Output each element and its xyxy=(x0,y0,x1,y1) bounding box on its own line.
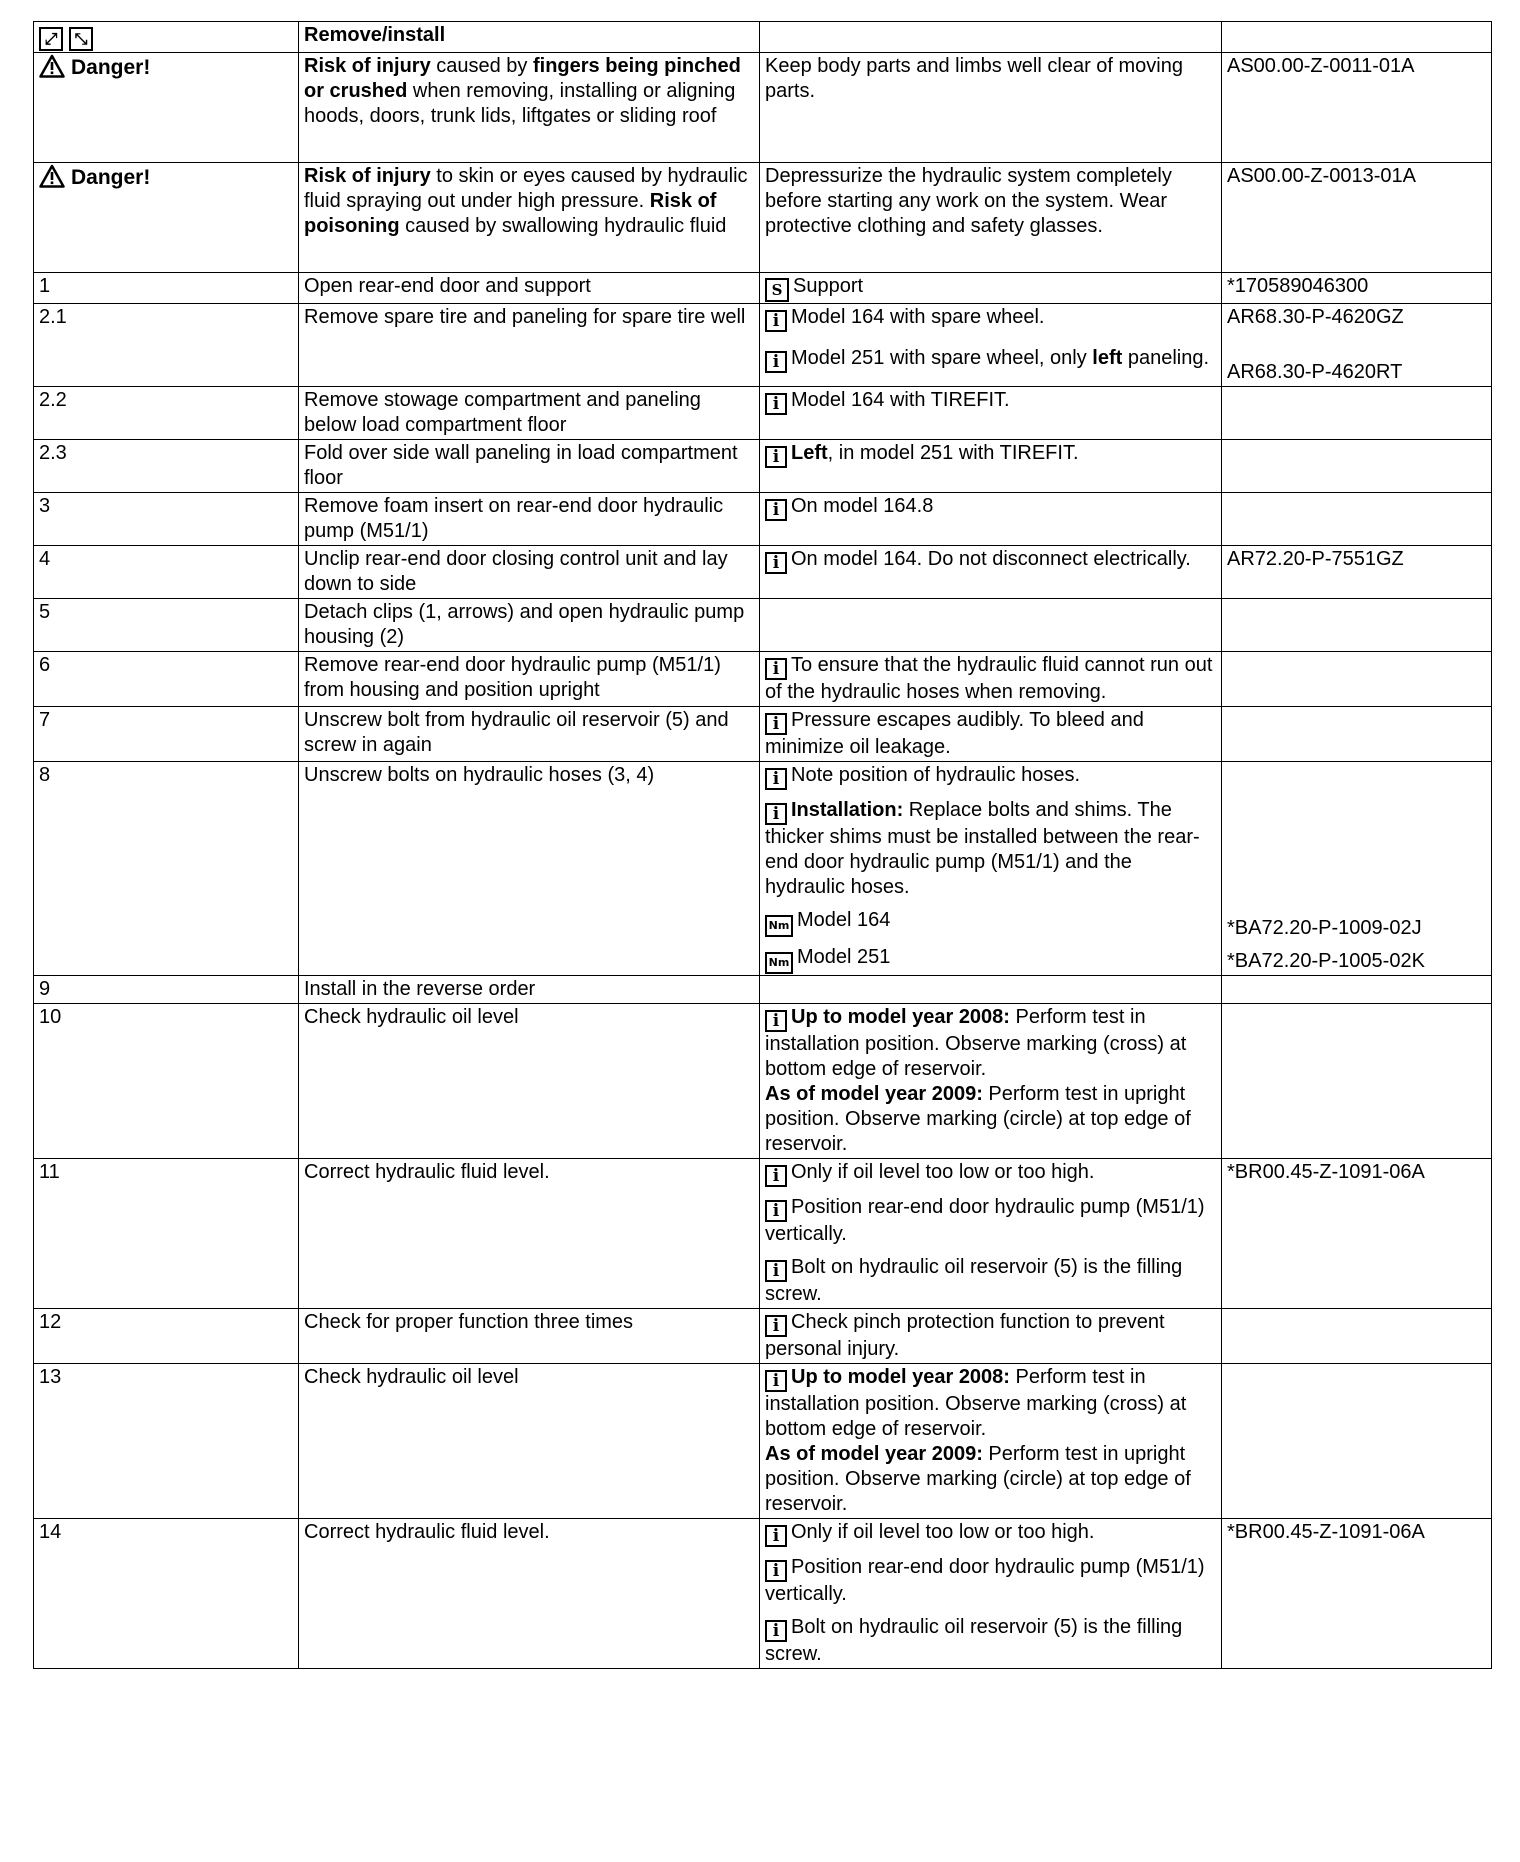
header-empty-cell xyxy=(1222,22,1492,53)
info-icon[interactable]: i xyxy=(765,499,787,521)
danger-measure: Depressurize the hydraulic system completely before starting any work on the system. Wear protective clothing and safety glasses. xyxy=(760,163,1222,273)
note-text: Perform test in upright position. Observe marking (circle) at top edge of reservoir. xyxy=(765,1443,1191,1515)
note-emphasis: Up to model year 2008: xyxy=(791,1006,1010,1028)
note-emphasis: As of model year 2009: xyxy=(765,1083,983,1105)
info-icon[interactable]: i xyxy=(765,713,787,735)
step-number: 2.1 xyxy=(34,304,299,387)
step-row xyxy=(34,1159,1492,1309)
special-tool-icon[interactable]: S xyxy=(765,278,789,302)
note-text: Replace bolts and shims. The thicker shims must be installed between the rear-end door hydraulic pump (M51/1) and the hydraulic hoses. xyxy=(765,799,1200,898)
note-text: Pressure escapes audibly. To bleed and minimize oil leakage. xyxy=(765,709,1144,758)
step-action: Open rear-end door and support xyxy=(299,273,760,304)
warning-triangle-icon xyxy=(39,54,65,78)
info-icon[interactable]: i xyxy=(765,1010,787,1032)
step-reference xyxy=(1222,599,1492,652)
step-action: Check hydraulic oil level xyxy=(299,1364,760,1519)
danger-emphasis: fingers being pinched or crushed xyxy=(304,55,741,102)
info-icon[interactable]: i xyxy=(765,1370,787,1392)
danger-label: Danger! xyxy=(71,166,151,189)
step-action: Install in the reverse order xyxy=(299,976,760,1004)
info-icon[interactable]: i xyxy=(765,1315,787,1337)
step-note xyxy=(760,304,1222,387)
note-emphasis: Left xyxy=(791,442,828,464)
table-header-row xyxy=(34,22,1492,53)
step-action: Unclip rear-end door closing control unit and lay down to side xyxy=(299,546,760,599)
step-reference[interactable]: *BA72.20-P-1005-02K xyxy=(1227,950,1425,972)
note-text: Note position of hydraulic hoses. xyxy=(791,764,1081,786)
note-emphasis: Installation: xyxy=(791,799,904,821)
note-text: Support xyxy=(793,275,864,297)
step-row xyxy=(34,1519,1492,1669)
step-row xyxy=(34,440,1492,493)
info-icon[interactable]: i xyxy=(765,552,787,574)
info-icon[interactable]: i xyxy=(765,768,787,790)
step-reference[interactable]: AR68.30-P-4620RT xyxy=(1227,361,1403,383)
danger-row xyxy=(34,53,1492,163)
expand-icon[interactable]: ⤢ xyxy=(39,27,63,51)
danger-cell xyxy=(34,163,299,273)
danger-description xyxy=(299,53,760,163)
step-note xyxy=(760,493,1222,546)
step-row xyxy=(34,304,1492,387)
step-number: 13 xyxy=(34,1364,299,1519)
step-row xyxy=(34,546,1492,599)
info-icon[interactable]: i xyxy=(765,1260,787,1282)
step-reference-cell xyxy=(1222,762,1492,976)
info-icon[interactable]: i xyxy=(765,1200,787,1222)
note-text: Position rear-end door hydraulic pump (M51/1) vertically. xyxy=(765,1196,1205,1245)
step-action: Correct hydraulic fluid level. xyxy=(299,1159,760,1309)
step-reference[interactable]: *BA72.20-P-1009-02J xyxy=(1227,917,1422,939)
header-empty-cell xyxy=(760,22,1222,53)
step-reference xyxy=(1222,440,1492,493)
step-action: Detach clips (1, arrows) and open hydraulic pump housing (2) xyxy=(299,599,760,652)
info-icon[interactable]: i xyxy=(765,393,787,415)
warning-triangle-icon xyxy=(39,164,65,188)
step-number: 7 xyxy=(34,707,299,762)
step-note xyxy=(760,652,1222,707)
step-reference xyxy=(1222,976,1492,1004)
step-number: 10 xyxy=(34,1004,299,1159)
step-action: Remove spare tire and paneling for spare tire well xyxy=(299,304,760,387)
step-row xyxy=(34,273,1492,304)
step-row xyxy=(34,493,1492,546)
step-number: 5 xyxy=(34,599,299,652)
note-text: Check pinch protection function to prevent personal injury. xyxy=(765,1311,1165,1360)
note-text: Perform test in installation position. Observe marking (cross) at bottom edge of reservoir. xyxy=(765,1366,1187,1440)
note-emphasis: Up to model year 2008: xyxy=(791,1366,1010,1388)
step-note xyxy=(760,976,1222,1004)
step-reference-cell xyxy=(1222,304,1492,387)
step-reference xyxy=(1222,493,1492,546)
step-note xyxy=(760,546,1222,599)
step-action: Check for proper function three times xyxy=(299,1309,760,1364)
note-text: Model 251 with spare wheel, only xyxy=(791,347,1093,369)
note-text: Model 164 with spare wheel. xyxy=(791,306,1045,328)
danger-label: Danger! xyxy=(71,56,151,79)
step-row xyxy=(34,1004,1492,1159)
step-note xyxy=(760,440,1222,493)
step-note xyxy=(760,1309,1222,1364)
note-emphasis: As of model year 2009: xyxy=(765,1443,983,1465)
note-text: Bolt on hydraulic oil reservoir (5) is the filling screw. xyxy=(765,1256,1183,1305)
step-reference xyxy=(1222,387,1492,440)
step-number: 4 xyxy=(34,546,299,599)
header-icons-cell xyxy=(34,22,299,53)
step-action: Remove rear-end door hydraulic pump (M51/1) from housing and position upright xyxy=(299,652,760,707)
danger-reference[interactable]: AS00.00-Z-0013-01A xyxy=(1222,163,1492,273)
step-reference[interactable]: AR68.30-P-4620GZ xyxy=(1227,306,1404,328)
step-reference xyxy=(1222,1004,1492,1159)
step-number: 14 xyxy=(34,1519,299,1669)
step-reference[interactable]: *BR00.45-Z-1091-06A xyxy=(1222,1519,1492,1669)
step-row xyxy=(34,1309,1492,1364)
step-note xyxy=(760,707,1222,762)
procedure-table xyxy=(33,21,1492,1669)
step-number: 8 xyxy=(34,762,299,976)
step-row xyxy=(34,707,1492,762)
step-number: 2.2 xyxy=(34,387,299,440)
step-number: 12 xyxy=(34,1309,299,1364)
step-action: Remove foam insert on rear-end door hydraulic pump (M51/1) xyxy=(299,493,760,546)
info-icon[interactable]: i xyxy=(765,446,787,468)
step-number: 3 xyxy=(34,493,299,546)
step-action: Correct hydraulic fluid level. xyxy=(299,1519,760,1669)
note-emphasis: left xyxy=(1092,347,1123,369)
danger-reference[interactable]: AS00.00-Z-0011-01A xyxy=(1222,53,1492,163)
note-text: paneling. xyxy=(1122,347,1210,369)
step-action: Unscrew bolt from hydraulic oil reservoir (5) and screw in again xyxy=(299,707,760,762)
step-action: Remove stowage compartment and paneling below load compartment floor xyxy=(299,387,760,440)
step-action: Fold over side wall paneling in load compartment floor xyxy=(299,440,760,493)
step-note xyxy=(760,1519,1222,1669)
danger-description xyxy=(299,163,760,273)
step-note xyxy=(760,387,1222,440)
note-text: On model 164. Do not disconnect electrically. xyxy=(791,548,1191,570)
step-row xyxy=(34,599,1492,652)
info-icon[interactable]: i xyxy=(765,1165,787,1187)
note-text: To ensure that the hydraulic fluid cannot run out of the hydraulic hoses when removing. xyxy=(765,654,1213,703)
step-note xyxy=(760,762,1222,976)
step-note xyxy=(760,599,1222,652)
step-reference[interactable]: AR72.20-P-7551GZ xyxy=(1222,546,1492,599)
header-title: Remove/install xyxy=(299,22,760,53)
info-icon[interactable]: i xyxy=(765,1560,787,1582)
collapse-icon[interactable]: ⤡ xyxy=(69,27,93,51)
step-number: 6 xyxy=(34,652,299,707)
note-text: Only if oil level too low or too high. xyxy=(791,1161,1095,1183)
note-text: Model 251 xyxy=(797,946,891,968)
step-note xyxy=(760,1159,1222,1309)
danger-text: caused by swallowing hydraulic fluid xyxy=(399,215,727,237)
step-note xyxy=(760,1364,1222,1519)
step-row xyxy=(34,762,1492,976)
step-row xyxy=(34,652,1492,707)
step-note xyxy=(760,273,1222,304)
step-reference xyxy=(1222,707,1492,762)
step-note xyxy=(760,1004,1222,1159)
note-text: Model 164 with TIREFIT. xyxy=(791,389,1010,411)
note-text: Model 164 xyxy=(797,909,891,931)
info-icon[interactable]: i xyxy=(765,803,787,825)
note-text: Perform test in upright position. Observe marking (circle) at top edge of reservoir. xyxy=(765,1083,1191,1155)
danger-row xyxy=(34,163,1492,273)
step-row xyxy=(34,976,1492,1004)
danger-text: to skin or eyes caused by hydraulic fluid spraying out under high pressure. xyxy=(304,165,748,212)
danger-text: when removing, installing or aligning hoods, doors, trunk lids, liftgates or sliding roof xyxy=(304,80,736,127)
torque-nm-icon[interactable]: Nm xyxy=(765,915,793,937)
step-action: Check hydraulic oil level xyxy=(299,1004,760,1159)
step-number: 9 xyxy=(34,976,299,1004)
info-icon[interactable]: i xyxy=(765,1620,787,1642)
step-reference xyxy=(1222,652,1492,707)
note-text: Perform test in installation position. Observe marking (cross) at bottom edge of reservoir. xyxy=(765,1006,1187,1080)
step-reference xyxy=(1222,1364,1492,1519)
info-icon[interactable]: i xyxy=(765,658,787,680)
note-text: Only if oil level too low or too high. xyxy=(791,1521,1095,1543)
note-text: Bolt on hydraulic oil reservoir (5) is the filling screw. xyxy=(765,1616,1183,1665)
step-number: 11 xyxy=(34,1159,299,1309)
danger-emphasis: Risk of poisoning xyxy=(304,190,717,237)
danger-measure: Keep body parts and limbs well clear of moving parts. xyxy=(760,53,1222,163)
danger-cell xyxy=(34,53,299,163)
step-action: Unscrew bolts on hydraulic hoses (3, 4) xyxy=(299,762,760,976)
note-text: Position rear-end door hydraulic pump (M51/1) vertically. xyxy=(765,1556,1205,1605)
step-row xyxy=(34,1364,1492,1519)
step-number: 2.3 xyxy=(34,440,299,493)
danger-text: caused by xyxy=(430,55,533,77)
step-reference[interactable]: *170589046300 xyxy=(1222,273,1492,304)
torque-nm-icon[interactable]: Nm xyxy=(765,952,793,974)
step-row xyxy=(34,387,1492,440)
info-icon[interactable]: i xyxy=(765,351,787,373)
danger-emphasis: Risk of injury xyxy=(304,165,431,187)
info-icon[interactable]: i xyxy=(765,1525,787,1547)
step-number: 1 xyxy=(34,273,299,304)
note-text: On model 164.8 xyxy=(791,495,934,517)
step-reference[interactable]: *BR00.45-Z-1091-06A xyxy=(1222,1159,1492,1309)
step-reference xyxy=(1222,1309,1492,1364)
note-text: , in model 251 with TIREFIT. xyxy=(827,442,1079,464)
danger-emphasis: Risk of injury xyxy=(304,55,431,77)
info-icon[interactable]: i xyxy=(765,310,787,332)
